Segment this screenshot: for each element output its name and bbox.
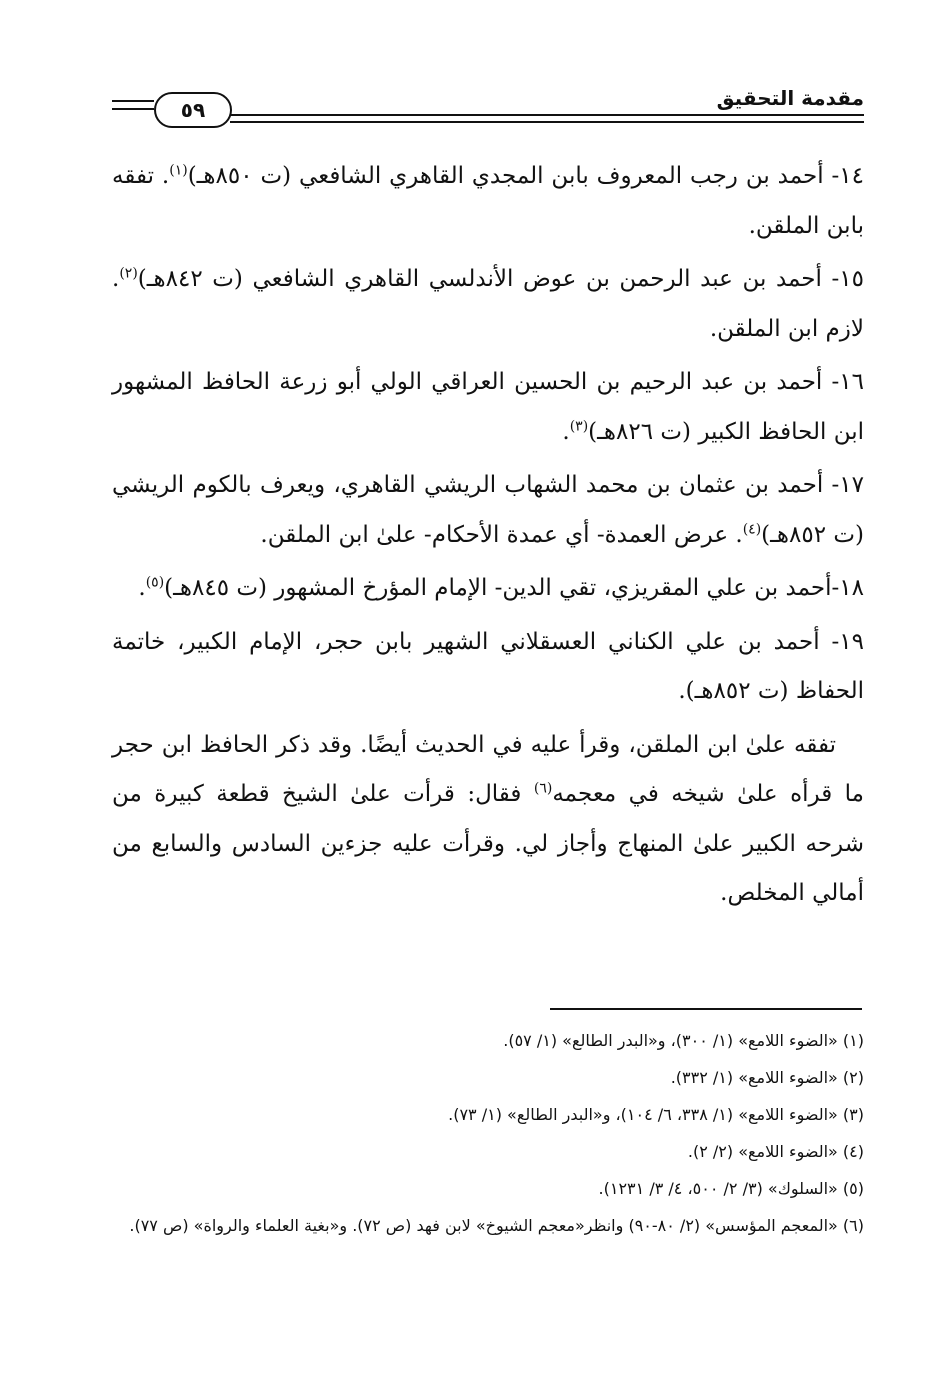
footnote-ref: (٦) <box>533 780 553 797</box>
footnote-6: (٦) «المعجم المؤسس» (٢/ ٨٠-٩٠) وانظر«معجم الشيوخ» لابن فهد (ص ٧٢). و«بغية العلماء والرواة» (ص ٧٧). <box>129 1216 864 1235</box>
footnote-5: (٥) «السلوك» (٣/ ٢/ ٥٠٠، ٤/ ٣/ ١٢٣١). <box>598 1179 864 1198</box>
footnote-ref: (٥) <box>145 574 165 591</box>
footnote-ref: (٤) <box>742 520 762 537</box>
header-rule-left-top <box>112 100 154 102</box>
header-rule-right-bottom <box>230 121 864 123</box>
footnote-ref: (٢) <box>119 265 138 282</box>
footnote-4: (٤) «الضوء اللامع» (٢/ ٢). <box>687 1142 864 1161</box>
header-rule-left-bottom <box>112 108 154 110</box>
paragraph-15: ١٥- أحمد بن عبد الرحمن بن عوض الأندلسي القاهري الشافعي (ت ٨٤٢هـ)$^{(٢)}$. لازم ابن الملقن. <box>112 265 864 342</box>
footnote-ref: (٣) <box>569 417 589 434</box>
page-header <box>112 84 864 132</box>
footnote-1: (١) «الضوء اللامع» (١/ ٣٠٠)، و«البدر الطالع» (١/ ٥٧). <box>503 1031 864 1050</box>
paragraph-14: ١٤- أحمد بن رجب المعروف بابن المجدي القاهري الشافعي (ت ٨٥٠هـ)$^{(١)}$. تفقه بابن الملقن. <box>112 162 865 239</box>
running-title: مقدمة التحقيق <box>716 86 864 110</box>
paragraph-ibn-hajar-study: تفقه علىٰ ابن الملقن، وقرأ عليه في الحديث أيضًا. وقد ذكر الحافظ ابن حجر ما قرأه علىٰ شيخه في معجمه$^{(٦)}$ فقال: قرأت علىٰ الشيخ قطعة كبيرة من شرحه الكبير علىٰ المنهاج وأجاز لي. وقرأت عليه جزءين السادس والسابع من أمالي المخلص. <box>112 731 864 906</box>
footnote-3: (٣) «الضوء اللامع» (١/ ٣٣٨، ٦/ ١٠٤)، و«البدر الطالع» (١/ ٧٣). <box>448 1105 864 1124</box>
footnote-2: (٢) «الضوء اللامع» (١/ ٣٣٢). <box>670 1068 864 1087</box>
footnote-ref: (١) <box>169 162 188 179</box>
page-number: ٥٩ <box>180 98 206 122</box>
footnotes <box>112 1022 864 1244</box>
main-text <box>112 152 864 923</box>
paragraph-19: ١٩- أحمد بن علي الكناني العسقلاني الشهير بابن حجر، الإمام الكبير، خاتمة الحفاظ (ت ٨٥٢هـ). <box>112 628 864 704</box>
header-rule-right-top <box>230 114 864 116</box>
page-number-badge <box>154 92 232 128</box>
paragraph-18: ١٨-أحمد بن علي المقريزي، تقي الدين- الإمام المؤرخ المشهور (ت ٨٤٥هـ)$^{(٥)}$. <box>138 574 864 601</box>
paragraph-17: ١٧- أحمد بن عثمان بن محمد الشهاب الريشي القاهري، ويعرف بالكوم الريشي (ت ٨٥٢هـ)$^{(٤)}$. عرض العمدة- أي عمدة الأحكام- علىٰ ابن الملقن. <box>112 472 864 548</box>
footnote-separator <box>550 1008 862 1010</box>
paragraph-16: ١٦- أحمد بن عبد الرحيم بن الحسين العراقي الولي أبو زرعة الحافظ المشهور ابن الحافظ الكبير (ت ٨٢٦هـ)$^{(٣)}$. <box>112 369 864 445</box>
